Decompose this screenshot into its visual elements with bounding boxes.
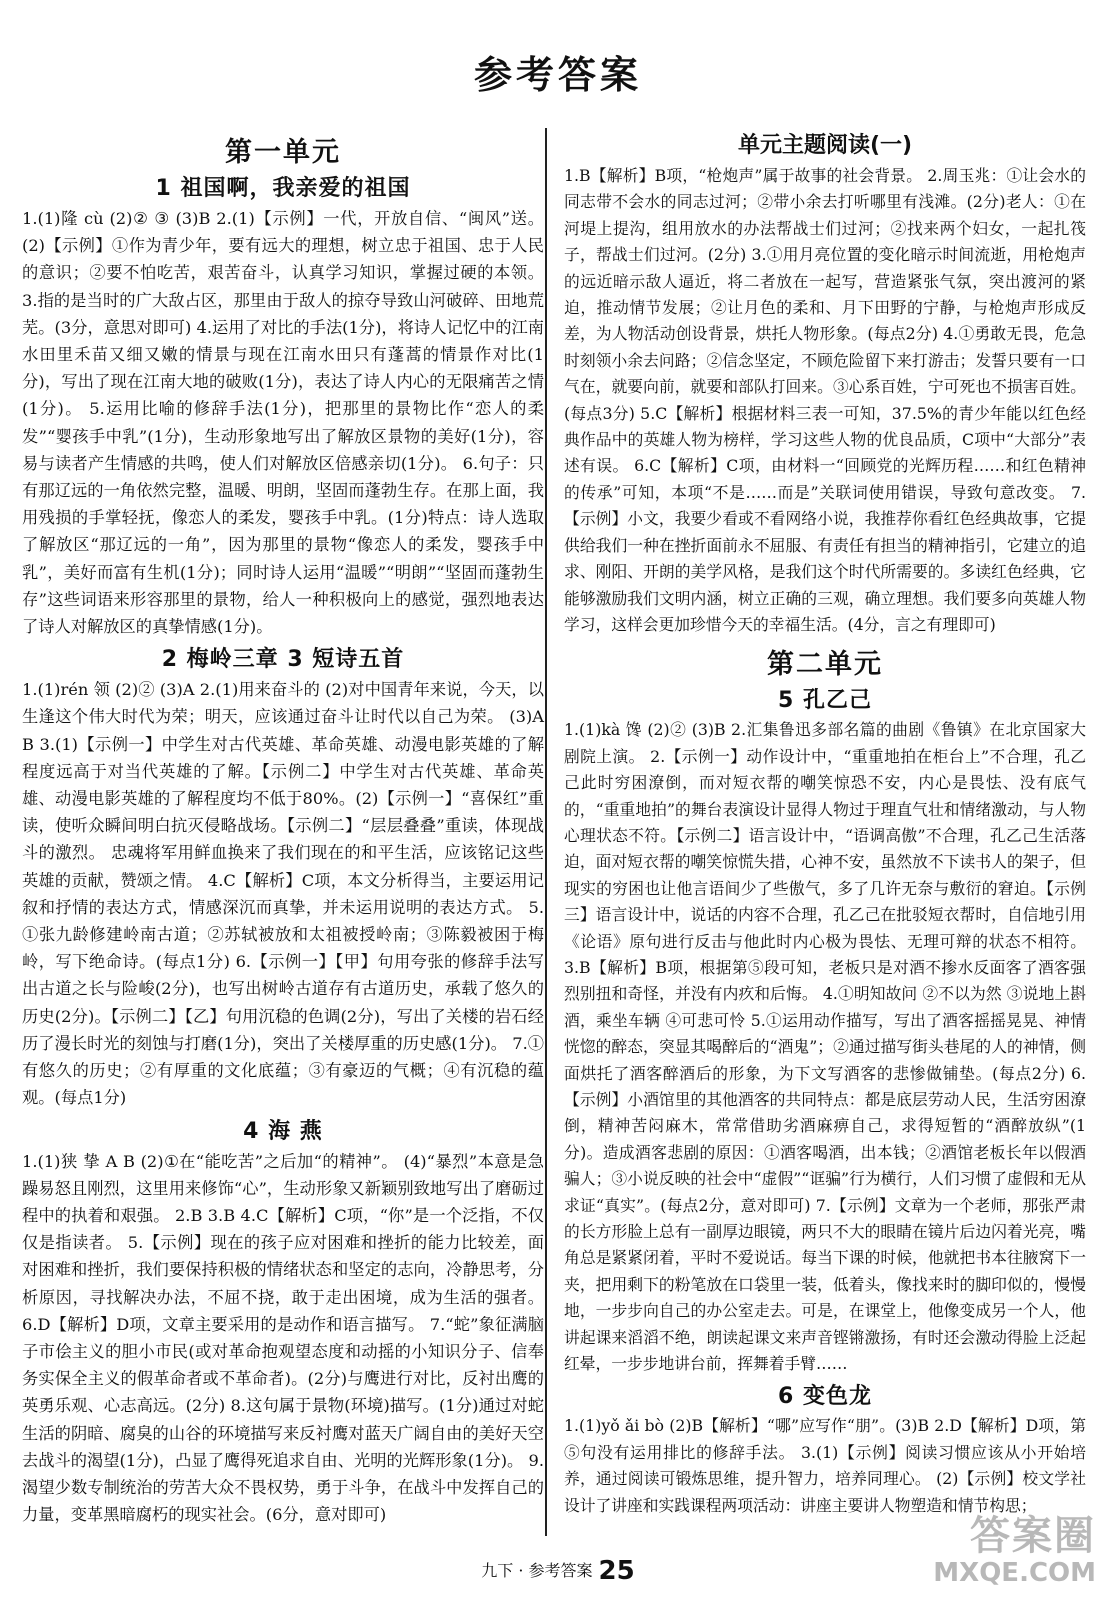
lesson-6-answers: 1.(1)yǒ ǎi bò (2)B【解析】“哪”应写作“朋”。(3)B 2.D【解析】D项，第⑤句没有运用排比的修辞手法。 3.(1)【示例】阅读习惯应该从小开始培养，通过阅读可锻炼思维，提升智力，培养同理心。 (2)【示例】校文学社设计了讲座和实践课程两项活动：讲座主要讲人物塑造和情节构思； xyxy=(564,1416,1086,1515)
lesson-4-answers: 1.(1)狭 挚 A B (2)①在“能吃苦”之后加“的精神”。 (4)“暴烈”本意是急躁易怒且刚烈，这里用来修饰“心”，生动形象又新颖别致地写出了磨砺过程中的执着和艰强。 2.B 3.B 4.C【解析】C项，“你”是一个泛指，不仅仅是指读者。 5.【示例】现在的孩子应对困难和挫折的能力比较差，面对困难和挫折，我们要保持积极的情绪状态和坚定的志向，冷静思考，分析原因，寻找解决办法，不屈不挠，敢于走出困境，成为生活的强者。 6.D【解析】D项，文章主要采用的是动作和语言描写。 7.“蛇”象征满脑子市侩主义的胆小市民(或对革命抱观望态度和动摇的小知识分子、信奉务实保全主义的假革命者或不革命者)。(2分)与鹰进行对比，反衬出鹰的英勇乐观、心志高远。(2分) 8.这句属于景物(环境)描写。(1分)通过对蛇生活的阴暗、腐臭的山谷的环境描写来反衬鹰对蓝天广阔自由的美好天空去战斗的渴望(1分)，凸显了鹰得死追求自由、光明的光辉形象(1分)。 9.渴望少数专制统治的劳苦大众不畏权势，勇于斗争，在战斗中发挥自己的力量，变革黑暗腐朽的现实社会。(6分，意对即可) xyxy=(22,1151,544,1525)
unit-2-title: 第二单元 xyxy=(767,649,883,681)
watermark xyxy=(880,1504,1096,1592)
lesson-5-answers: 1.(1)kà 馋 (2)② (3)B 2.汇集鲁迅多部名篇的曲剧《鲁镇》在北京国家大剧院上演。 2.【示例一】动作设计中，“重重地拍在柜台上”不合理，孔乙己此时穷困潦倒，而对短衣帮的嘲笑惊恐不安，内心是畏怯、没有底气的，“重重地拍”的舞台表演设计显得人物过于理直气壮和情绪激动，与人物心理状态不符。【示例二】语言设计中，“语调高傲”不合理，孔乙己生活落迫，面对短衣帮的嘲笑惊慌失措，心神不安，虽然放不下读书人的架子，但现实的穷困也让他言语间少了些傲气，多了几许无奈与敷衍的窘迫。【示例三】语言设计中，说话的内容不合理，孔乙己在批驳短衣帮时，自信地引用《论语》原句进行反击与他此时内心极为畏怯、无理可辩的状态不相符。 3.B【解析】B项，根据第⑤段可知，老板只是对酒不掺水反面客了酒客强烈别扭和奇怪，并没有内疚和后悔。 4.①明知故问 ②不以为然 ③说地上斟酒，乘坐车辆 ④可悲可怜 5.①运用动作描写，写出了酒客摇摇晃晃、神情恍惚的醉态，突显其喝醉后的“酒鬼”；②通过描写街头巷尾的人的神情，侧面烘托了酒客醉酒后的形象，为下文写酒客的悲惨做铺垫。(每点2分) 6.【示例】小酒馆里的其他酒客的共同特点：都是底层劳动人民，生活穷困潦倒，精神苦闷麻木，常常借助劣酒麻痹自己，求得短暂的“酒醉放纵”(1分)。造成酒客悲剧的原因：①酒客喝酒，出本钱；②酒馆老板长年以假酒骗人；③小说反映的社会中“虚假”“诓骗”行为横行，人们习惯了虚假和无从求证“真实”。(每点2分，意对即可) 7.【示例】文章为一个老师，那张严肃的长方形脸上总有一副厚边眼镜，两只不大的眼睛在镜片后边闪着光亮，嘴角总是紧紧闭着，平时不爱说话。每当下课的时候，他就把书本往腋窝下一夹，把用剩下的粉笔放在口袋里一装，低着头，像找来时的脚印似的，慢慢地，一步步向自己的办公室走去。可是，在课堂上，他像变成另一个人，他讲起课来滔滔不绝，朗读起课文来声音铿锵激扬，有时还会激动得脸上泛起红晕，一步步地讲台前，挥舞着手臂…… xyxy=(564,720,1086,1374)
unit-1-title: 第一单元 xyxy=(225,137,341,168)
lesson-2-3-answers: 1.(1)rén 领 (2)② (3)A 2.(1)用来奋斗的 (2)对中国青年来说，今天，以生逢这个伟大时代为荣；明天，应该通过奋斗让时代以自己为荣。 (3)A B 3.(1)【示例一】中学生对古代英雄、革命英雄、动漫电影英雄的了解程度远高于对当代英雄的了解。【示例二】中学生对古代英雄、革命英雄、动漫电影英雄的了解程度均不低于80%。(2)【示例一】“喜保红”重读，使听众瞬间明白抗灭侵略战场。【示例二】“层层叠叠”重读，体现战斗的激烈。 忠魂将军用鲜血换来了我们现在的和平生活，应该铭记这些英雄的贡献，赞颂之情。 4.C【解析】C项，本文分析得当，主要运用记叙和抒情的表达方式，情感深沉而真挚，并未运用说明的表达方式。 5.①张九龄修建岭南古道；②苏轼被放和太祖被授岭南；③陈毅被困于梅岭，写下绝命诗。(每点1分) 6.【示例一】【甲】句用夸张的修辞手法写出古道之长与险峻(2分)，也写出树岭古道存有古道历史，承载了悠久的历史(2分)。【示例二】【乙】句用沉稳的色调(2分)，写出了关楼的岩石经历了漫长时光的刻蚀与打磨(1分)，突出了关楼厚重的历史感(1分)。 7.①有悠久的历史；②有厚重的文化底蕴；③有豪迈的气概；④有沉稳的蕴观。(每点1分) xyxy=(22,680,544,1108)
lesson-4-title: 4 海 燕 xyxy=(243,1118,323,1144)
left-column xyxy=(22,126,544,1528)
page-title: 参考答案 xyxy=(473,53,642,97)
watermark-logo: 答案圈 xyxy=(970,1513,1096,1559)
right-column xyxy=(564,126,1086,1519)
lesson-6-title: 6 变色龙 xyxy=(778,1384,872,1410)
lesson-5-title: 5 孔乙己 xyxy=(778,688,872,714)
lesson-1-answers: 1.(1)隆 cù (2)② ③ (3)B 2.(1)【示例】一代，开放自信、“闽风”送。(2)【示例】①作为青少年，要有远大的理想，树立忠于祖国、忠于人民的意识；②要不怕吃苦，艰苦奋斗，认真学习知识，掌握过硬的本领。 3.指的是当时的广大敌占区，那里由于敌人的掠夺导致山河破碎、田地荒芜。(3分，意思对即可) 4.运用了对比的手法(1分)，将诗人记忆中的江南水田里禾苗又细又嫩的情景与现在江南水田只有蓬蒿的情景作对比(1分)，写出了现在江南大地的破败(1分)，表达了诗人内心的无限痛苦之情(1分)。 5.运用比喻的修辞手法(1分)，把那里的景物比作“恋人的柔发”“婴孩手中乳”(1分)，生动形象地写出了解放区景物的美好(1分)，容易与读者产生情感的共鸣，使人们对解放区倍感亲切(1分)。 6.句子：只有那辽远的一角依然完整，温暖、明朗，坚固而蓬勃生存。在那上面，我用残损的手掌轻抚，像恋人的柔发，婴孩手中乳。(1分)特点：诗人选取了解放区“那辽远的一角”，因为那里的景物“像恋人的柔发，婴孩手中乳”，美好而富有生机(1分)；同时诗人运用“温暖”“明朗”“坚固而蓬勃生存”这些词语来形容那里的景物，给人一种积极向上的感觉，强烈地表达了诗人对解放区的真挚情感(1分)。 xyxy=(22,209,544,637)
unit-reading-1-title: 单元主题阅读(一) xyxy=(737,133,913,158)
page-number: 25 xyxy=(598,1556,635,1586)
column-divider xyxy=(545,128,547,1536)
lesson-2-3-title: 2 梅岭三章 3 短诗五首 xyxy=(161,647,405,673)
unit-reading-1-answers: 1.B【解析】B项，“枪炮声”属于故事的社会背景。 2.周玉兆：①让会水的同志带不会水的同志过河；②带小余去打听哪里有浅滩。(2分)老人：①在河堤上提沟，组用放水的办法帮战士们过河；②找来两个妇女，一起扎筏子，帮战士们过河。(2分) 3.①用月亮位置的变化暗示时间流逝，用枪炮声的远近暗示敌人逼近，将二者放在一起写，营造紧张气氛，突出渡河的紧迫，推动情节发展；②让月色的柔和、月下田野的宁静，与枪炮声形成反差，为人物活动创设背景，烘托人物形象。(每点2分) 4.①勇敢无畏，危急时刻领小余去问路；②信念坚定，不顾危险留下来打游击；发誓只要有一口气在，就要向前，就要和部队打回来。③心系百姓，宁可死也不损害百姓。(每点3分) 5.C【解析】根据材料三表一可知，37.5%的青少年能以红色经典作品中的英雄人物为榜样，学习这些人物的优良品质，C项中“大部分”表述有误。 6.C【解析】C项，由材料一“回顾党的光辉历程……和红色精神的传承”可知，本项“不是……而是”关联词使用错误，导致句意改变。 7.【示例】小文，我要少看或不看网络小说，我推荐你看红色经典故事，它提供给我们一种在挫折面前永不屈服、有责任有担当的精神指引，它建立的追求、刚阳、开朗的美学风格，是我们这个时代所需要的。多读红色经典，它能够激励我们文明内涵，树立正确的三观，确立理想。我们要多向英雄人物学习，这样会更加珍惜今天的幸福生活。(4分，言之有理即可) xyxy=(564,166,1086,634)
footer-label: 九下 · 参考答案 xyxy=(481,1561,593,1580)
watermark-url: MXQE.COM xyxy=(933,1558,1096,1588)
lesson-1-title: 1 祖国啊，我亲爱的祖国 xyxy=(155,176,411,201)
